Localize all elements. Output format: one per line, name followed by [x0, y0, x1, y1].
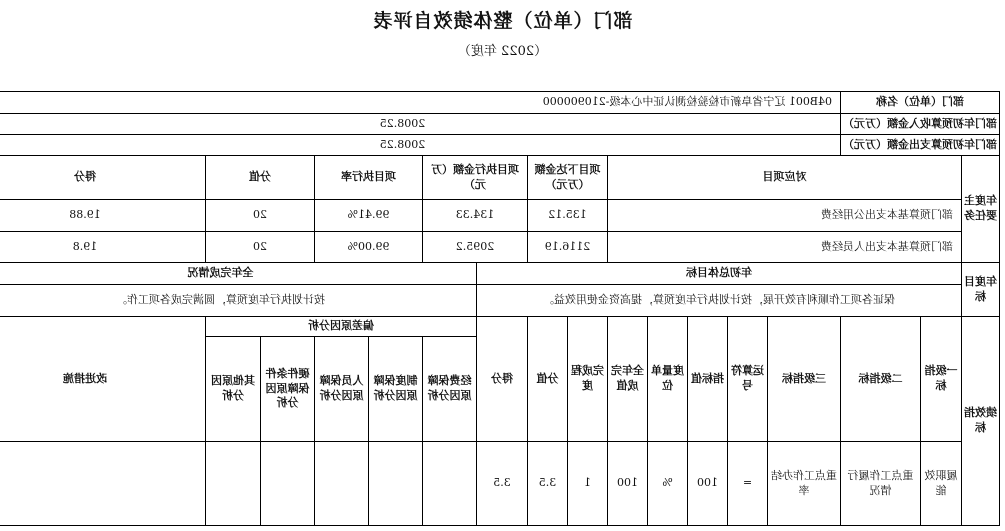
ind-header-annual: 全年完成值	[608, 317, 648, 442]
ind-target: 100	[688, 442, 728, 526]
task-exec-rate: 99.41%	[315, 200, 423, 232]
ind-dev-hardware	[261, 442, 315, 526]
task-row	[0, 200, 1000, 232]
ind-dev-other	[206, 442, 261, 526]
ind-header-target: 指标值	[688, 317, 728, 442]
ind-header-dev-funds: 经费保障原因分析	[423, 337, 477, 442]
ind-rate: 1	[568, 442, 608, 526]
ind-annual: 100	[608, 442, 648, 526]
ind-level3: 重点工作办结率	[768, 442, 841, 526]
task-weight: 20	[206, 232, 315, 263]
ind-header-dev-system: 制度保障原因分析	[369, 337, 423, 442]
ind-level1: 履职效能	[921, 442, 962, 526]
task-exec-rate: 99.00%	[315, 232, 423, 263]
ind-header-deviation: 偏差原因分析	[206, 317, 477, 337]
ind-score: 3.5	[477, 442, 528, 526]
tasks-header-exec-amount: 项目执行金额（万元）	[423, 156, 528, 200]
expense-value: 2008.25	[0, 135, 841, 156]
goal-header: 年初总体目标	[477, 263, 962, 285]
ind-weight: 3.5	[528, 442, 568, 526]
dept-name-value: 04B001 辽宁省阜新市检验检测认证中心本级-210900000	[0, 92, 841, 114]
goals-section-label: 年度目标	[962, 263, 1000, 317]
ind-header-dev-other: 其他原因分析	[206, 337, 261, 442]
goal-text: 保证各项工作顺利有效开展，按计划执行年度预算，提高资金使用效益。	[477, 285, 962, 317]
tasks-header-weight: 分值	[206, 156, 315, 200]
expense-row	[0, 135, 1000, 156]
task-project: 部门预算基本支出人员经费	[608, 232, 962, 263]
task-exec-amount: 134.33	[423, 200, 528, 232]
indicator-row	[0, 442, 1000, 526]
task-exec-amount: 2095.2	[423, 232, 528, 263]
ind-header-weight: 分值	[528, 317, 568, 442]
task-target-amount: 135.12	[528, 200, 608, 232]
dept-name-row	[0, 92, 1000, 114]
ind-header-level1: 一级指标	[921, 317, 962, 442]
ind-level2: 重点工作履行情况	[841, 442, 921, 526]
tasks-header-score: 得分	[0, 156, 206, 200]
tasks-header-project: 对应项目	[608, 156, 962, 200]
task-score: 19.88	[0, 200, 206, 232]
ind-header-dev-hardware: 硬件条件保障原因分析	[261, 337, 315, 442]
goal-header-row	[0, 263, 1000, 285]
ind-header-dev-personnel: 人员保障原因分析	[315, 337, 369, 442]
task-score: 19.8	[0, 232, 206, 263]
ind-improvement	[0, 442, 206, 526]
task-target-amount: 2116.19	[528, 232, 608, 263]
task-project: 部门预算基本支出公用经费	[608, 200, 962, 232]
income-label: 部门年初预算收入金额（万元）	[841, 114, 1000, 135]
goal-text-row	[0, 285, 1000, 317]
ind-dev-system	[369, 442, 423, 526]
indicator-header-row	[0, 317, 1000, 337]
ind-header-score: 得分	[477, 317, 528, 442]
evaluation-table	[0, 91, 1000, 526]
income-row	[0, 114, 1000, 135]
ind-header-operator: 运算符号	[728, 317, 768, 442]
ind-header-rate: 完成程度	[568, 317, 608, 442]
page-subtitle: （2022 年度）	[457, 44, 548, 59]
tasks-header-target-amount: 项目下达金额（万元）	[528, 156, 608, 200]
ind-header-level3: 三级指标	[768, 317, 841, 442]
income-value: 2008.25	[0, 114, 841, 135]
ind-dev-personnel	[315, 442, 369, 526]
task-weight: 20	[206, 200, 315, 232]
ind-header-improvement: 改进措施	[0, 317, 206, 442]
complete-text: 按计划执行年度预算，圆满完成各项工作。	[0, 285, 477, 317]
expense-label: 部门年初预算支出金额（万元）	[841, 135, 1000, 156]
task-header-row	[0, 156, 1000, 200]
ind-operator: =	[728, 442, 768, 526]
ind-dev-funds	[423, 442, 477, 526]
tasks-header-exec-rate: 项目执行率	[315, 156, 423, 200]
dept-name-label: 部门（单位）名称	[841, 92, 1000, 114]
page-title: 部门（单位）整体绩效自评表	[372, 10, 633, 32]
tasks-section-label: 年度主要任务	[962, 156, 1000, 263]
ind-header-level2: 二级指标	[841, 317, 921, 442]
complete-header: 全年完成情况	[0, 263, 477, 285]
task-row	[0, 232, 1000, 263]
indicators-section-label: 绩效指标	[962, 317, 1000, 526]
ind-unit: %	[648, 442, 688, 526]
ind-header-unit: 度量单位	[648, 317, 688, 442]
